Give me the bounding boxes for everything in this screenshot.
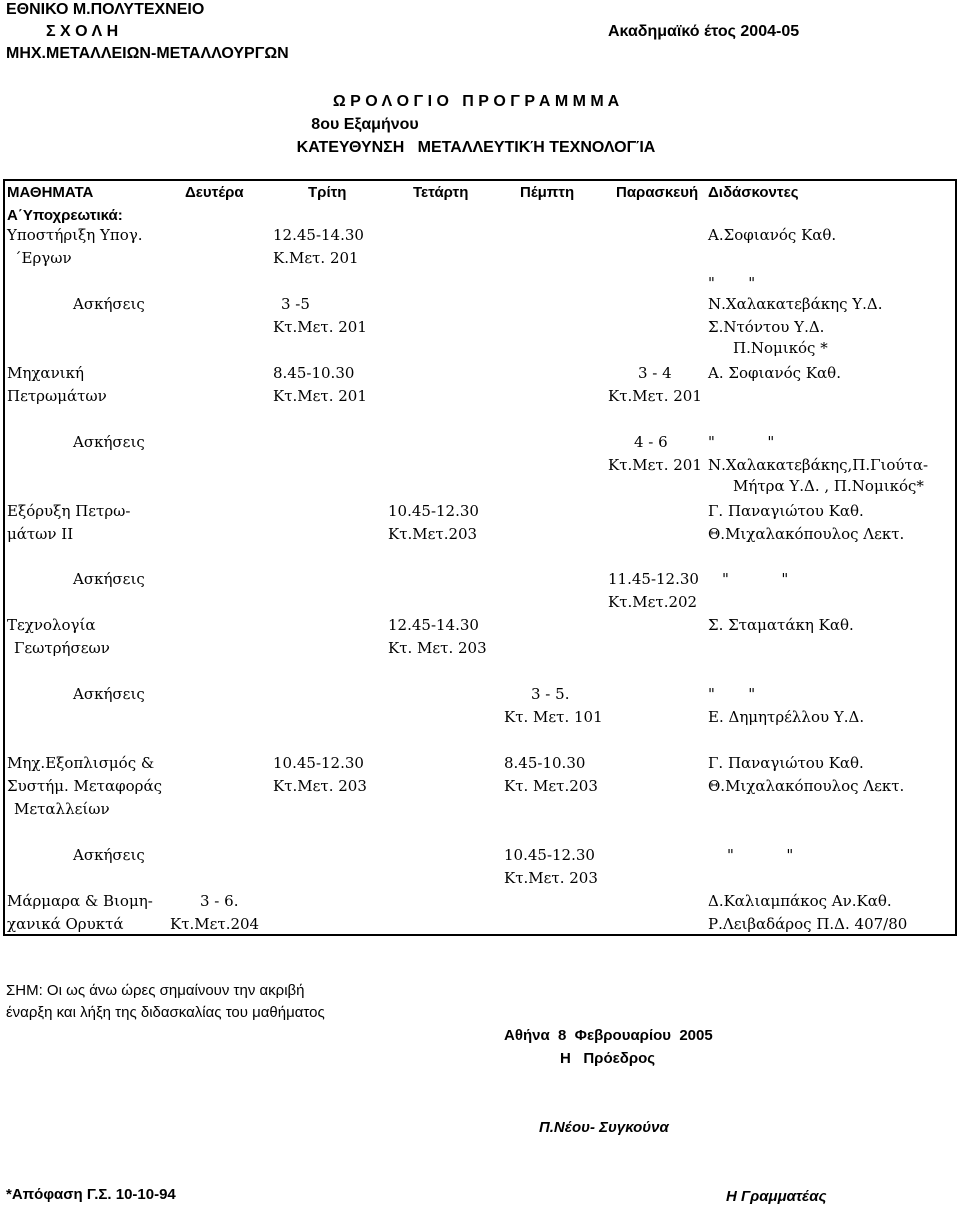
instructor: Π.Νομικός * (733, 339, 828, 357)
instructor: Γ. Παναγιώτου Καθ. (708, 502, 864, 520)
time-slot: 10.45-12.30 (504, 846, 595, 864)
header-courses: ΜΑΘΗΜΑΤΑ (7, 184, 94, 201)
instructor: Ν.Χαλακατεβάκης Υ.Δ. (708, 295, 883, 313)
room: Κτ.Μετ. 203 (273, 777, 367, 795)
time-slot: 8.45-10.30 (273, 364, 355, 382)
secretary-title: Η Γραμματέας (726, 1188, 827, 1205)
course-name: Υποστήριξη Υπογ. (7, 226, 143, 244)
course-name: ΄Εργων (14, 249, 72, 267)
course-name: Πετρωμάτων (7, 387, 107, 405)
school-label: Σ Χ Ο Λ Η (46, 23, 119, 40)
section-compulsory: Α΄Υποχρεωτικά: (7, 207, 123, 224)
ditto-mark: " " (727, 846, 794, 864)
time-slot: 10.45-12.30 (273, 754, 364, 772)
course-exercises: Ασκήσεις (73, 846, 145, 864)
date-place: Αθήνα 8 Φεβρουαρίου 2005 (504, 1027, 713, 1044)
academic-year: Ακαδημαϊκό έτος 2004-05 (608, 23, 800, 40)
time-slot: 3 -5 (281, 295, 310, 313)
header-wednesday: Τετάρτη (413, 184, 469, 201)
time-slot: 12.45-14.30 (273, 226, 364, 244)
semester-label: 8ου Εξαμήνου (311, 116, 419, 133)
header-thursday: Πέμπτη (520, 184, 575, 201)
instructor: Α.Σοφιανός Καθ. (708, 226, 837, 244)
ditto-mark: " " (708, 433, 775, 451)
instructor: Σ. Σταματάκη Καθ. (708, 616, 854, 634)
institution-name: ΕΘΝΙΚΟ Μ.ΠΟΛΥΤΕΧΝΕΙΟ (6, 1, 205, 18)
header-friday: Παρασκευή (616, 184, 699, 201)
room: Κτ.Μετ. 203 (504, 869, 598, 887)
room: Κ.Μετ. 201 (273, 249, 359, 267)
ditto-mark: " " (722, 570, 789, 588)
course-exercises: Ασκήσεις (73, 570, 145, 588)
time-slot: 3 - 5. (531, 685, 570, 703)
instructor: Γ. Παναγιώτου Καθ. (708, 754, 864, 772)
course-name: χανικά Ορυκτά (7, 915, 124, 933)
course-name: Εξόρυξη Πετρω- (7, 502, 131, 520)
course-name: μάτων ΙΙ (7, 525, 74, 543)
page-title: Ω Ρ Ο Λ Ο Γ Ι Ο Π Ρ Ο Γ Ρ Α Μ Μ Μ Α (332, 93, 620, 110)
header-monday: Δευτέρα (185, 184, 244, 201)
header-instructors: Διδάσκοντες (708, 184, 799, 201)
room: Κτ.Μετ. 201 (273, 387, 367, 405)
header-tuesday: Τρίτη (308, 184, 347, 201)
time-slot: 10.45-12.30 (388, 502, 479, 520)
room: Κτ.Μετ. 201 (608, 456, 702, 474)
course-name: Μηχ.Εξοπλισμός & (7, 754, 155, 772)
direction-label: ΚΑΤΕΥΘΥΝΣΗ ΜΕΤΑΛΛΕΥΤΙΚΉ ΤΕΧΝΟΛΟΓΊΑ (296, 139, 656, 156)
room: Κτ.Μετ. 201 (273, 318, 367, 336)
course-exercises: Ασκήσεις (73, 433, 145, 451)
course-name: Γεωτρήσεων (14, 639, 110, 657)
decision-note: *Απόφαση Γ.Σ. 10-10-94 (6, 1186, 176, 1203)
instructor: Α. Σοφιανός Καθ. (708, 364, 841, 382)
instructor: Ν.Χαλακατεβάκης,Π.Γιούτα- (708, 456, 929, 474)
president-title: Η Πρόεδρος (560, 1050, 656, 1067)
time-slot: 4 - 6 (634, 433, 668, 451)
time-slot: 3 - 4 (638, 364, 672, 382)
room: Κτ. Μετ. 203 (388, 639, 487, 657)
instructor: Σ.Ντόντου Υ.Δ. (708, 318, 825, 336)
time-slot: 12.45-14.30 (388, 616, 479, 634)
room: Κτ.Μετ.204 (170, 915, 260, 933)
note-line-1: ΣΗΜ: Οι ως άνω ώρες σημαίνουν την ακριβή (6, 982, 305, 999)
instructor: Ρ.Λειβαδάρος Π.Δ. 407/80 (708, 915, 908, 933)
course-name: Τεχνολογία (7, 616, 96, 634)
instructor: Θ.Μιχαλακόπουλος Λεκτ. (708, 525, 905, 543)
room: Κτ. Μετ. 101 (504, 708, 603, 726)
ditto-mark: " " (708, 274, 756, 292)
room: Κτ. Μετ.203 (504, 777, 598, 795)
time-slot: 11.45-12.30 (608, 570, 699, 588)
instructor: Θ.Μιχαλακόπουλος Λεκτ. (708, 777, 905, 795)
room: Κτ.Μετ.202 (608, 593, 698, 611)
course-exercises: Ασκήσεις (73, 295, 145, 313)
course-name: Μεταλλείων (14, 800, 110, 818)
note-line-2: έναρξη και λήξη της διδασκαλίας του μαθήματος (6, 1004, 325, 1021)
instructor: Ε. Δημητρέλλου Υ.Δ. (708, 708, 865, 726)
time-slot: 8.45-10.30 (504, 754, 586, 772)
course-name: Μάρμαρα & Βιομη- (7, 892, 153, 910)
course-name: Μηχανική (7, 364, 84, 382)
course-name: Συστήμ. Μεταφοράς (7, 777, 162, 795)
course-exercises: Ασκήσεις (73, 685, 145, 703)
room: Κτ.Μετ.203 (388, 525, 478, 543)
time-slot: 3 - 6. (200, 892, 239, 910)
instructor: Δ.Καλιαμπάκος Αν.Καθ. (708, 892, 892, 910)
department-name: ΜΗΧ.ΜΕΤΑΛΛΕΙΩΝ-ΜΕΤΑΛΛΟΥΡΓΩΝ (6, 45, 289, 62)
ditto-mark: " " (708, 685, 756, 703)
room: Κτ.Μετ. 201 (608, 387, 702, 405)
president-name: Π.Νέου- Συγκούνα (539, 1119, 669, 1136)
instructor: Μήτρα Υ.Δ. , Π.Νομικός* (733, 477, 924, 495)
